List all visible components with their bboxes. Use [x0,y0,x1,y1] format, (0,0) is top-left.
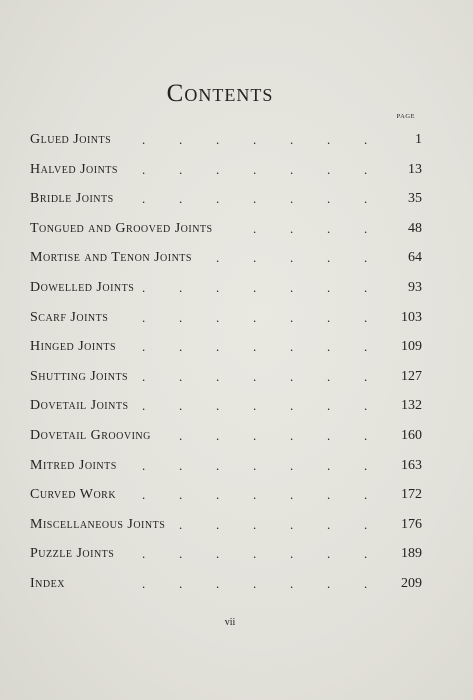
toc-entry-page: 132 [401,398,422,414]
toc-entry [30,480,422,510]
leader-dot: . [364,368,368,384]
leader-dot: . [290,368,294,384]
leader-dot: . [364,339,368,355]
leader-dot: . [364,546,368,562]
toc-entry-title: Tongued and Grooved Joints [30,220,213,236]
leader-dot: . [142,487,146,503]
leader-dot: . [290,398,294,414]
leader-dot: . [327,427,331,443]
leader-dot: . [364,575,368,591]
toc-entry-page: 189 [401,546,422,562]
leader-dot: . [364,250,368,266]
leader-dot: . [179,132,183,147]
leader-dot: . [290,516,294,532]
page-folio: vii [224,617,236,628]
toc-entry [30,273,422,303]
leader-dot: . [327,516,331,532]
toc-entry-title: Puzzle Joints [30,546,115,562]
leader-dot: . [253,132,257,147]
leader-dot: . [327,220,331,236]
leader-dot: . [327,309,331,325]
leader-dot: . [290,279,294,295]
leader-dot: . [142,339,146,355]
leader-dot: . [179,191,183,207]
leader-dot: . [216,398,220,414]
table-of-contents [30,125,422,599]
leader-dot: . [142,279,146,295]
leader-dot: . [290,161,294,177]
toc-entry-title: Dovetail Grooving [30,427,151,443]
toc-entry-page: 1 [415,132,422,147]
leader-dot: . [216,368,220,384]
leader-dot: . [364,191,368,207]
leader-dot: . [364,427,368,443]
toc-entry [30,391,422,421]
leader-dot: . [253,191,257,207]
leader-dot: . [290,309,294,325]
leader-dot: . [179,279,183,295]
leader-dot: . [327,132,331,147]
leader-dot: . [179,398,183,414]
leader-dot: . [290,546,294,562]
leader-dot: . [142,457,146,473]
toc-entry-page: 109 [401,339,422,355]
toc-entry-page: 93 [408,279,422,295]
toc-entry-page: 176 [401,516,422,532]
toc-entry [30,184,422,214]
leader-dot: . [253,398,257,414]
toc-entry [30,243,422,273]
leader-dot: . [253,339,257,355]
leader-dot: . [327,250,331,266]
leader-dot: . [142,309,146,325]
toc-entry-title: Dowelled Joints [30,279,135,295]
toc-entry-title: Hinged Joints [30,339,117,355]
toc-entry [30,451,422,481]
leader-dot: . [364,279,368,295]
leader-dot: . [216,516,220,532]
leader-dot: . [216,546,220,562]
toc-entry-page: 209 [401,575,422,591]
leader-dot: . [364,487,368,503]
leader-dot: . [142,575,146,591]
toc-entry [30,539,422,569]
leader-dot: . [253,575,257,591]
leader-dot: . [327,191,331,207]
leader-dot: . [290,575,294,591]
leader-dot: . [216,339,220,355]
leader-dot: . [216,457,220,473]
leader-dot: . [253,309,257,325]
leader-dot: . [290,457,294,473]
leader-dot: . [290,250,294,266]
toc-entry [30,421,422,451]
leader-dot: . [142,191,146,207]
leader-dot: . [327,546,331,562]
toc-entry [30,362,422,392]
leader-dot: . [179,339,183,355]
leader-dot: . [216,575,220,591]
leader-dot: . [179,575,183,591]
leader-dot: . [216,309,220,325]
leader-dot: . [142,132,146,147]
toc-entry-page: 35 [408,191,422,207]
leader-dot: . [253,487,257,503]
leader-dot: . [327,398,331,414]
leader-dot: . [364,516,368,532]
leader-dot: . [327,575,331,591]
leader-dot: . [179,546,183,562]
leader-dot: . [290,339,294,355]
leader-dot: . [179,487,183,503]
leader-dot: . [216,161,220,177]
leader-dot: . [216,132,220,147]
page-title: Contents [166,80,274,107]
toc-entry-title: Miscellaneous Joints [30,516,166,532]
toc-entry [30,125,422,155]
leader-dot: . [290,132,294,147]
toc-entry-page: 160 [401,427,422,443]
leader-dot: . [179,516,183,532]
leader-dot: . [253,427,257,443]
leader-dot: . [327,279,331,295]
toc-entry-title: Dovetail Joints [30,398,129,414]
leader-dot: . [253,279,257,295]
leader-dot: . [364,220,368,236]
leader-dot: . [179,427,183,443]
leader-dot: . [179,457,183,473]
toc-entry-title: Bridle Joints [30,191,114,207]
toc-entry-title: Glued Joints [30,132,112,147]
leader-dot: . [253,250,257,266]
toc-entry-page: 48 [408,220,422,236]
leader-dot: . [179,161,183,177]
toc-entry [30,510,422,540]
leader-dot: . [216,250,220,266]
leader-dot: . [290,427,294,443]
leader-dot: . [253,546,257,562]
toc-entry [30,214,422,244]
toc-entry [30,303,422,333]
leader-dot: . [216,427,220,443]
leader-dot: . [364,309,368,325]
leader-dot: . [327,368,331,384]
toc-entry [30,332,422,362]
leader-dot: . [364,161,368,177]
toc-entry-page: 13 [408,161,422,177]
leader-dot: . [327,457,331,473]
toc-entry-title: Shutting Joints [30,368,129,384]
toc-entry-page: 64 [408,250,422,266]
leader-dot: . [142,546,146,562]
toc-entry-title: Index [30,575,65,591]
toc-entry-title: Curved Work [30,487,117,503]
toc-entry-page: 163 [401,457,422,473]
leader-dot: . [142,398,146,414]
leader-dot: . [327,339,331,355]
leader-dot: . [364,132,368,147]
leader-dot: . [216,191,220,207]
leader-dot: . [290,191,294,207]
toc-entry-page: 127 [401,368,422,384]
toc-entry [30,569,422,599]
leader-dot: . [253,457,257,473]
leader-dot: . [179,368,183,384]
toc-entry-page: 103 [401,309,422,325]
leader-dot: . [253,516,257,532]
leader-dot: . [253,220,257,236]
leader-dot: . [216,279,220,295]
toc-entry-title: Scarf Joints [30,309,109,325]
leader-dot: . [290,487,294,503]
leader-dot: . [327,161,331,177]
leader-dot: . [142,161,146,177]
leader-dot: . [253,161,257,177]
toc-entry-page: 172 [401,487,422,503]
leader-dot: . [290,220,294,236]
toc-entry-title: Mortise and Tenon Joints [30,250,192,266]
page-column-label: PAGE [396,113,415,120]
leader-dot: . [327,487,331,503]
toc-entry [30,155,422,185]
leader-dot: . [142,368,146,384]
leader-dot: . [216,487,220,503]
toc-entry-title: Halved Joints [30,161,118,177]
leader-dot: . [179,309,183,325]
leader-dot: . [364,457,368,473]
toc-entry-title: Mitred Joints [30,457,117,473]
leader-dot: . [253,368,257,384]
leader-dot: . [364,398,368,414]
